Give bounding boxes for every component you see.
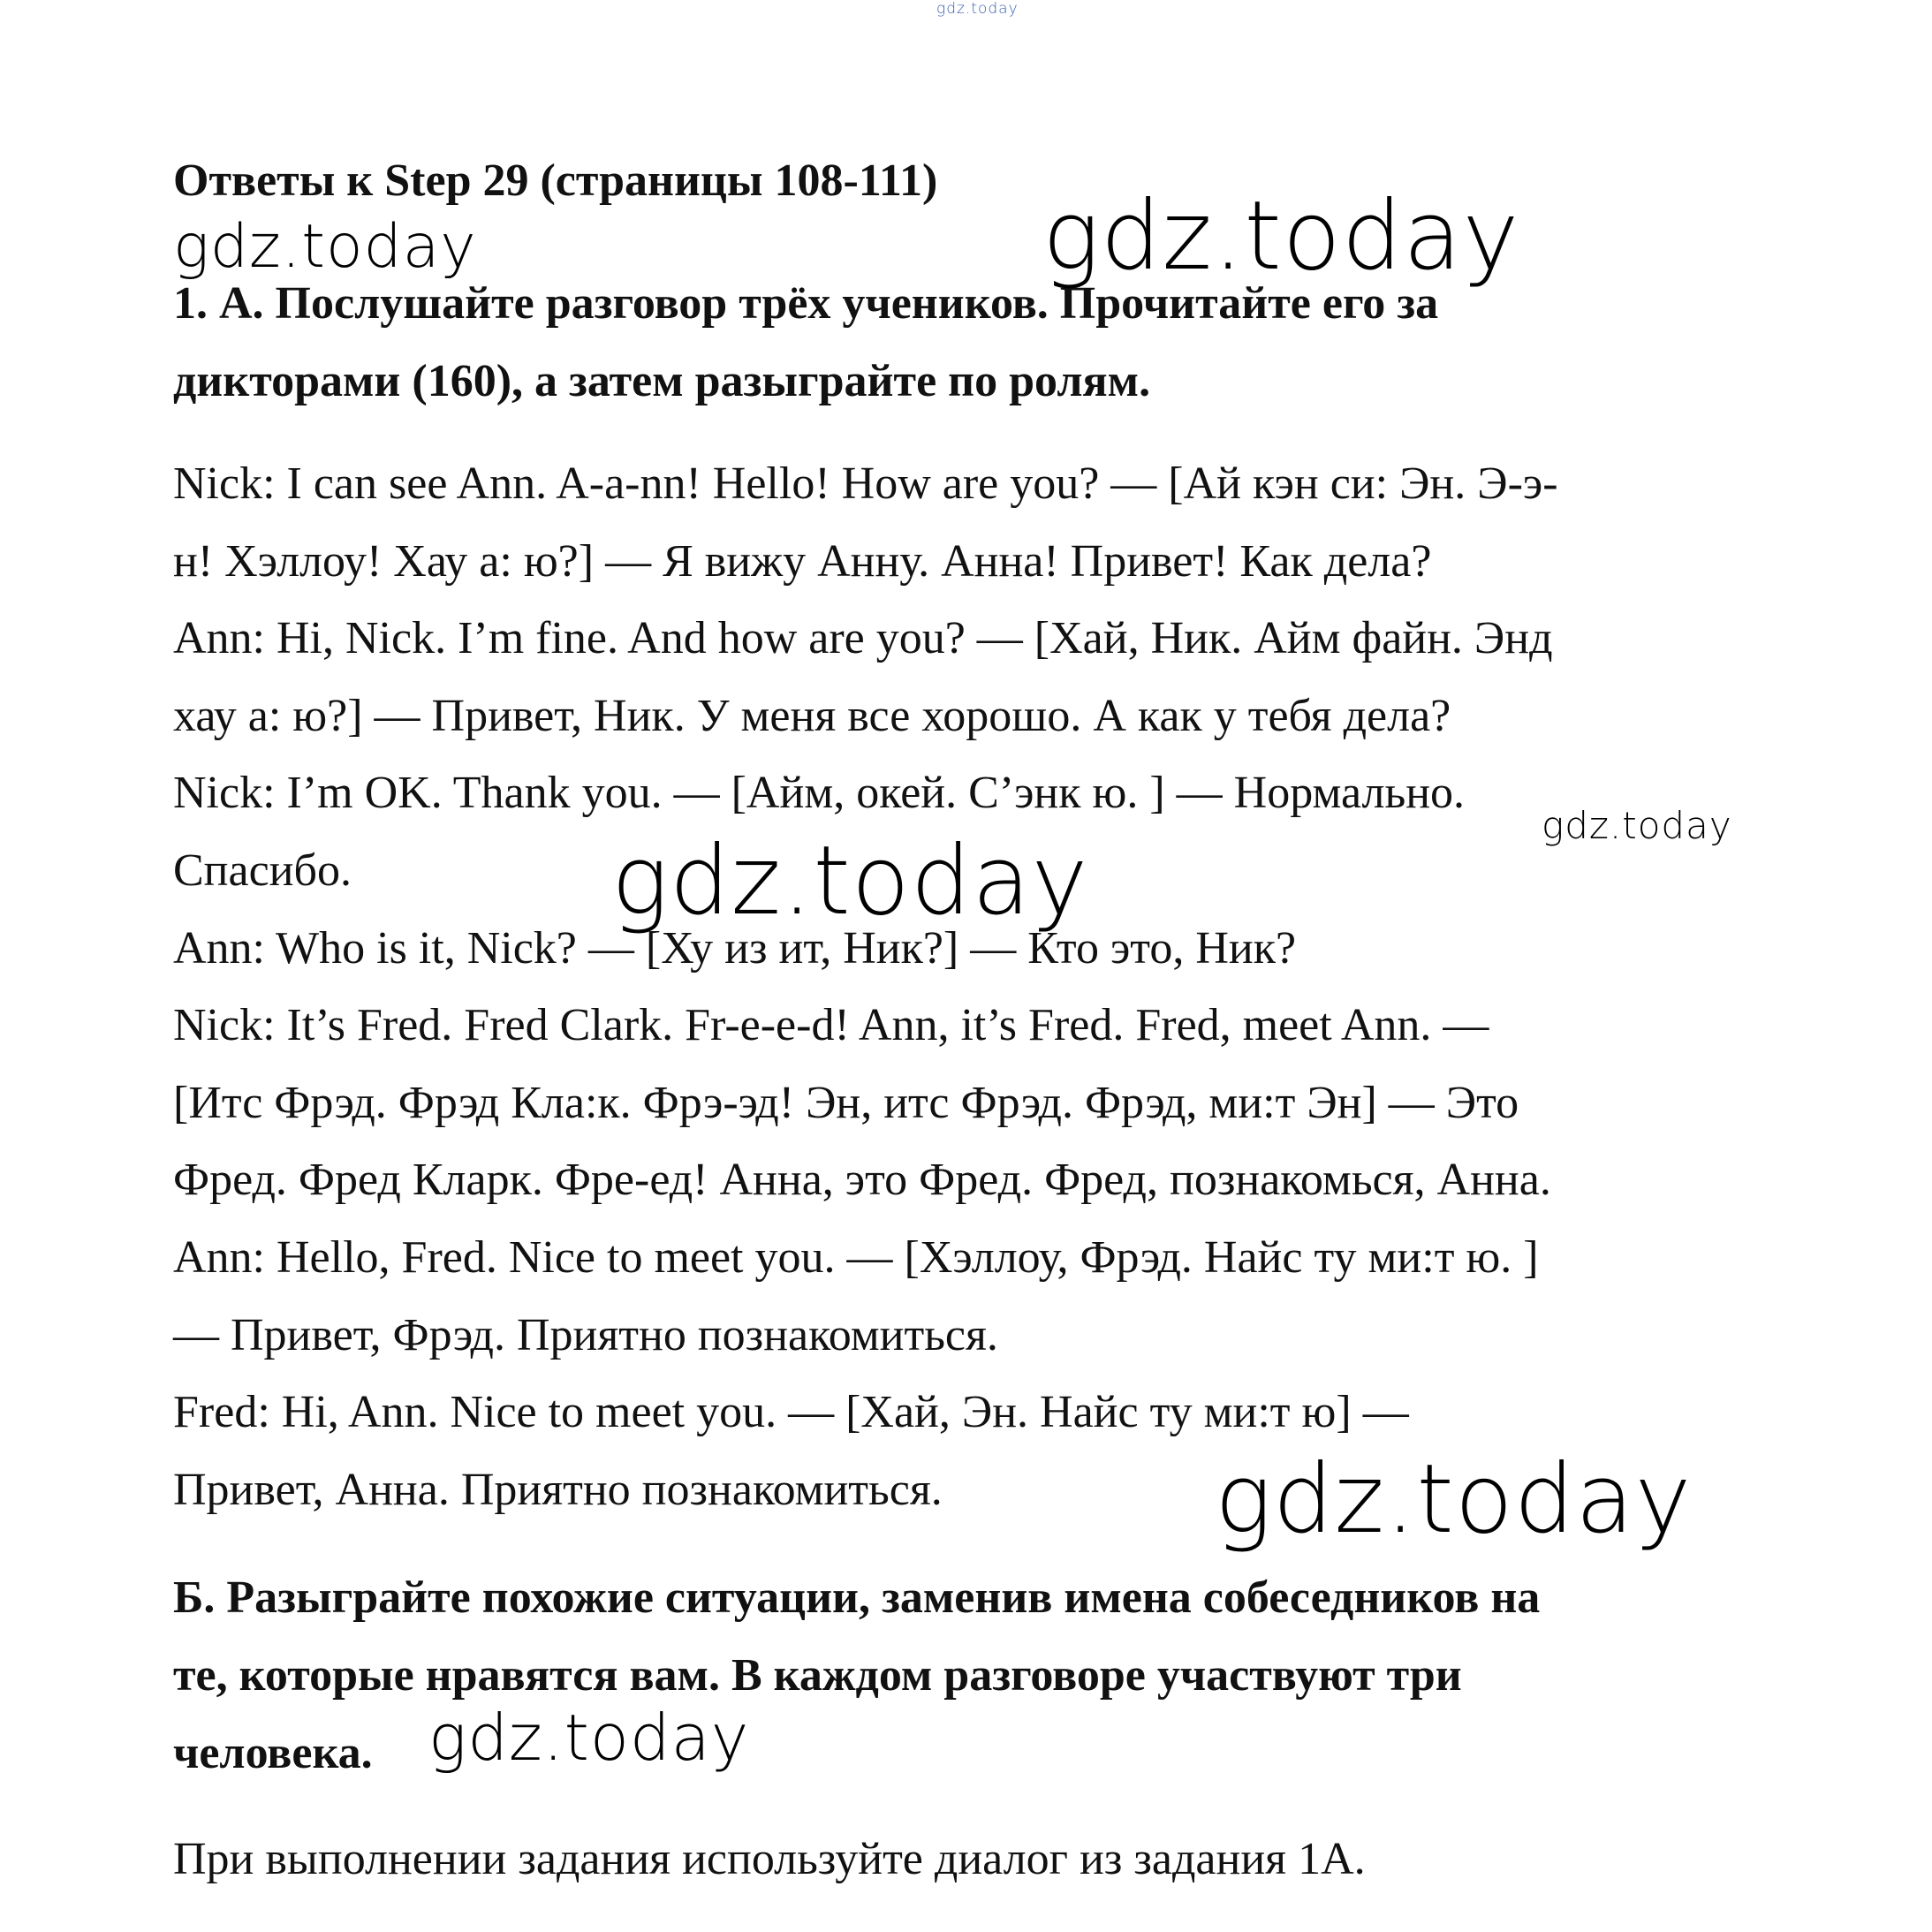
task-b-heading-line: те, которые нравятся вам. В каждом разговоре участвуют три bbox=[173, 1650, 1462, 1701]
task-b-heading bbox=[173, 1559, 1781, 1792]
watermark: gdz.today bbox=[1542, 804, 1732, 847]
watermark: gdz.today bbox=[428, 1701, 750, 1775]
task-1-heading-line: 1. А. Послушайте разговор трёх учеников. Прочитайте его за bbox=[173, 278, 1439, 329]
watermark: gdz.today bbox=[1215, 1444, 1693, 1555]
task-b-answer: При выполнении задания используйте диалог из задания 1А. bbox=[173, 1834, 1366, 1884]
page-title: Ответы к Step 29 (страницы 108-111) bbox=[173, 155, 938, 206]
dialog-line: Ann: Who is it, Nick? — [Ху из ит, Ник?] — Кто это, Ник? bbox=[173, 922, 1297, 974]
watermark-top: gdz.today bbox=[936, 0, 1019, 18]
dialog-text bbox=[173, 445, 1781, 1528]
task-1-heading bbox=[173, 265, 1781, 420]
task-1-heading-line: дикторами (160), а затем разыграйте по ролям. bbox=[173, 356, 1151, 406]
dialog-line: Nick: It’s Fred. Fred Clark. Fr-e-e-d! Ann, it’s Fred. Fred, meet Ann. — bbox=[173, 1000, 1489, 1051]
task-b-heading-line: человека. bbox=[173, 1728, 373, 1778]
task-b-heading-line: Б. Разыграйте похожие ситуации, заменив имена собеседников на bbox=[173, 1572, 1541, 1623]
dialog-line: Fred: Hi, Ann. Nice to meet you. — [Хай, Эн. Найс ту ми:т ю] — bbox=[173, 1387, 1409, 1438]
dialog-line: Фред. Фред Кларк. Фре-ед! Анна, это Фред. Фред, познакомься, Анна. bbox=[173, 1155, 1551, 1206]
dialog-line: — Привет, Фрэд. Приятно познакомиться. bbox=[173, 1309, 998, 1360]
dialog-line: Nick: I’m OK. Thank you. — [Айм, окей. С’энк ю. ] — Нормально. bbox=[173, 768, 1466, 819]
watermark: gdz.today bbox=[1042, 181, 1520, 292]
dialog-line: хау а: ю?] — Привет, Ник. У меня все хорошо. А как у тебя дела? bbox=[173, 690, 1451, 741]
dialog-line: н! Хэллоу! Хау а: ю?] — Я вижу Анну. Анна! Привет! Как дела? bbox=[173, 535, 1432, 587]
dialog-line: Привет, Анна. Приятно познакомиться. bbox=[173, 1464, 943, 1515]
watermark: gdz.today bbox=[611, 826, 1089, 936]
dialog-line: Ann: Hello, Fred. Nice to meet you. — [Хэллоу, Фрэд. Найс ту ми:т ю. ] bbox=[173, 1231, 1539, 1283]
dialog-line: Nick: I can see Ann. A-a-nn! Hello! How are you? — [Ай кэн си: Эн. Э-э- bbox=[173, 458, 1558, 509]
dialog-line: Ann: Hi, Nick. I’m fine. And how are you? — [Хай, Ник. Айм файн. Энд bbox=[173, 613, 1553, 664]
dialog-line: Спасибо. bbox=[173, 845, 352, 896]
watermark: gdz.today bbox=[173, 212, 477, 282]
dialog-line: [Итс Фрэд. Фрэд Кла:к. Фрэ-эд! Эн, итс Фрэд. Фрэд, ми:т Эн] — Это bbox=[173, 1077, 1519, 1128]
